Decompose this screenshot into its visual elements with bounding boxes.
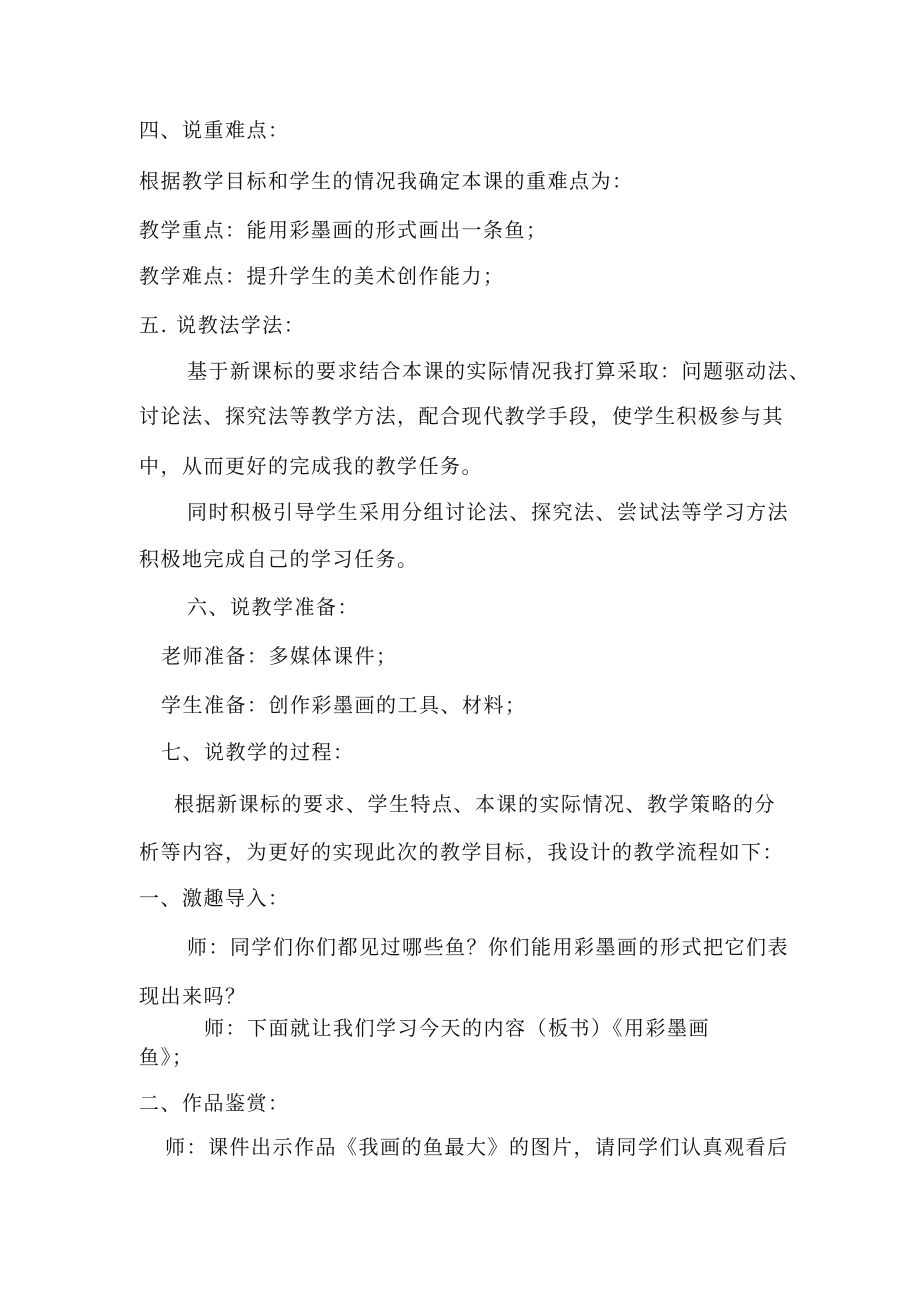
- paragraph-line: 学生准备：创作彩墨画的工具、材料；: [161, 693, 527, 717]
- paragraph-line: 师：下面就让我们学习今天的内容（板书）《用彩墨画: [204, 1016, 710, 1040]
- section-heading-key-points: 四、说重难点：: [139, 118, 290, 142]
- paragraph-line: 根据教学目标和学生的情况我确定本课的重难点为：: [139, 169, 634, 193]
- section-heading-introduction: 一、激趣导入：: [139, 886, 290, 910]
- section-heading-appreciation: 二、作品鉴赏：: [139, 1091, 290, 1115]
- paragraph-line: 师：同学们你们都见过哪些鱼？你们能用彩墨画的形式把它们表: [187, 935, 789, 959]
- paragraph-line: 现出来吗？: [139, 984, 247, 1008]
- paragraph-line: 鱼》；: [139, 1045, 194, 1069]
- section-heading-process: 七、说教学的过程：: [161, 740, 355, 764]
- paragraph-line: 同时积极引导学生采用分组讨论法、探究法、尝试法等学习方法: [187, 500, 789, 524]
- section-heading-methods: 五. 说教法学法：: [139, 313, 306, 337]
- paragraph-line: 老师准备：多媒体课件；: [161, 644, 398, 668]
- paragraph-line: 中，从而更好的完成我的教学任务。: [139, 454, 483, 478]
- paragraph-line: 教学难点：提升学生的美术创作能力；: [139, 264, 505, 288]
- paragraph-line: 积极地完成自己的学习任务。: [139, 547, 419, 571]
- paragraph-line: 根据新课标的要求、学生特点、本课的实际情况、教学策略的分: [174, 792, 776, 816]
- paragraph-line: 教学重点：能用彩墨画的形式画出一条鱼；: [139, 218, 548, 242]
- paragraph-line: 析等内容，为更好的实现此次的教学目标，我设计的教学流程如下：: [139, 840, 784, 864]
- paragraph-line: 师：课件出示作品《我画的鱼最大》的图片，请同学们认真观看后: [165, 1135, 789, 1159]
- section-heading-preparation: 六、说教学准备：: [187, 595, 359, 619]
- paragraph-line: 基于新课标的要求结合本课的实际情况我打算采取：问题驱动法、: [187, 359, 811, 383]
- paragraph-line: 讨论法、探究法等教学方法，配合现代教学手段，使学生积极参与其: [139, 404, 784, 428]
